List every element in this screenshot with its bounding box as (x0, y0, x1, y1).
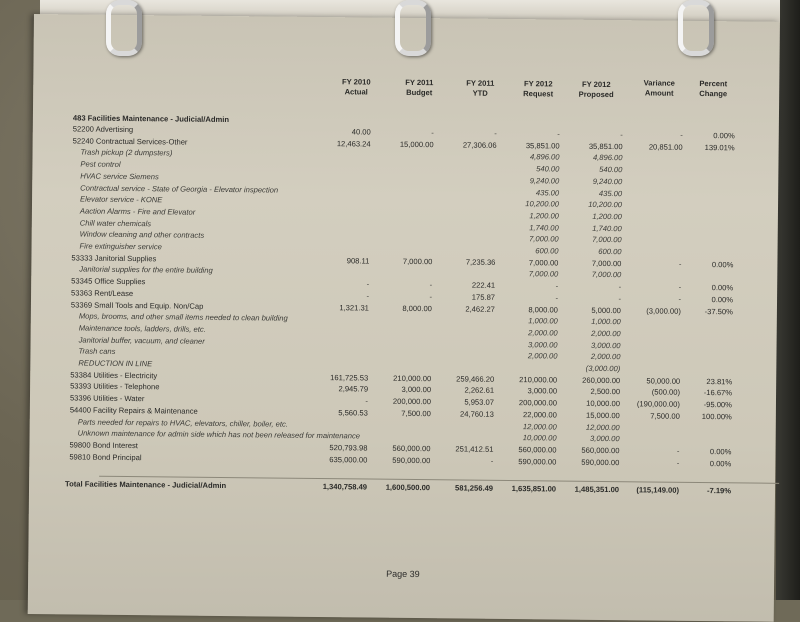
cell-y: 2,262.61 (464, 385, 495, 396)
line-item-detail: Window cleaning and other contracts (79, 229, 205, 241)
header-fy2012-proposed-line2: Proposed (578, 89, 614, 100)
line-item-label: 59800 Bond Interest (69, 440, 138, 451)
cell-p: 2,000.00 (590, 352, 621, 362)
cell-r: 1,200.00 (529, 211, 559, 221)
cell-b: 7,000.00 (402, 256, 433, 266)
cell-v: 50,000.00 (646, 376, 681, 386)
cell-r: 600.00 (535, 246, 559, 256)
cell-c: 23.81% (706, 376, 733, 387)
cell-b: - (429, 291, 433, 301)
cell-p: 600.00 (598, 246, 622, 257)
line-item-detail: Maintenance tools, ladders, drills, etc. (78, 323, 206, 334)
cell-p: 2,500.00 (590, 387, 621, 397)
cell-p: 1,200.00 (592, 211, 622, 222)
cell-y: 222.41 (471, 280, 496, 290)
binder-ring-right (678, 0, 714, 56)
cell-r: - (555, 293, 559, 303)
cell-c: 100.00% (701, 411, 732, 422)
cell-v: (500.00) (651, 387, 681, 398)
header-fy2011-ytd-line1: FY 2011 (466, 78, 495, 88)
header-variance-line2: Amount (644, 88, 674, 98)
cell-v: - (676, 446, 680, 456)
cell-c: -16.67% (703, 388, 733, 398)
cell-b: 210,000.00 (393, 373, 432, 383)
cell-p: 15,000.00 (585, 410, 620, 420)
line-item-label: 52240 Contractual Services-Other (72, 136, 188, 147)
cell-y: 251,412.51 (455, 444, 494, 454)
cell-p: 435.00 (598, 188, 623, 198)
cell-c: 0.00% (711, 259, 734, 270)
section-title: 483 Facilities Maintenance - Judicial/Admin (72, 113, 230, 125)
cell-v: - (680, 130, 683, 140)
cell-r: 10,000.00 (522, 433, 557, 443)
cell-b: 200,000.00 (392, 396, 432, 407)
cell-r: 590,000.00 (518, 456, 557, 467)
cell-p: 10,000.00 (586, 398, 620, 409)
cell-p: 10,200.00 (588, 200, 623, 210)
header-fy2012-proposed-line1: FY 2012 (581, 79, 611, 90)
total-cell-p: 1,485,351.00 (574, 484, 620, 495)
cell-p: 5,000.00 (591, 305, 621, 315)
cell-p: - (618, 282, 622, 292)
total-label: Total Facilities Maintenance - Judicial/Admin (65, 479, 227, 491)
cell-y: - (494, 128, 497, 138)
cell-r: 7,000.00 (529, 234, 559, 244)
cell-a: 5,560.53 (338, 408, 368, 418)
cell-r: 8,000.00 (528, 304, 558, 315)
cell-c: -37.50% (704, 306, 733, 316)
cell-c: 139.01% (704, 142, 735, 153)
cell-v: 7,500.00 (650, 411, 680, 421)
header-fy2012-proposed (561, 80, 631, 101)
cell-r: 4,896.00 (529, 152, 560, 162)
cell-a: 908.11 (346, 255, 370, 266)
cell-y: - (490, 456, 494, 466)
line-item-detail: Trash pickup (2 dumpsters) (80, 147, 173, 158)
line-item-detail: Contractual service - State of Georgia - Elevator inspection (80, 182, 279, 195)
cell-r: 35,851.00 (525, 140, 560, 151)
cell-r: 1,740.00 (529, 222, 559, 233)
cell-a: 520,793.98 (329, 443, 368, 453)
cell-y: 5,953.07 (464, 397, 495, 407)
cell-a: 12,463.24 (336, 138, 371, 149)
cell-c: 0.00% (709, 446, 732, 457)
header-fy2010-line2: Actual (344, 87, 368, 97)
line-item-detail: REDUCTION IN LINE (78, 358, 153, 369)
line-item-label: 53345 Office Supplies (71, 276, 146, 287)
line-item-detail: HVAC service Siemens (80, 171, 159, 182)
cell-r: 560,000.00 (518, 444, 557, 455)
page-number: Page 39 (386, 568, 420, 580)
total-cell-b: 1,600,500.00 (385, 483, 431, 493)
cell-b: 3,000.00 (401, 385, 432, 395)
cell-r: 7,000.00 (528, 257, 559, 268)
cell-p: 9,240.00 (592, 176, 623, 186)
cell-p: 7,000.00 (591, 270, 622, 280)
cell-a: 635,000.00 (329, 454, 368, 465)
cell-r: 9,240.00 (529, 175, 560, 186)
cell-r: 435.00 (535, 187, 560, 198)
line-item-detail: Aaction Alarms - Fire and Elevator (79, 206, 196, 217)
header-fy2012-request-line1: FY 2012 (523, 79, 553, 89)
cell-p: 7,000.00 (592, 235, 622, 245)
cell-p: 12,000.00 (585, 422, 620, 432)
header-fy2011-budget-line2: Budget (406, 87, 433, 98)
header-percent (678, 79, 748, 100)
cell-b: 7,500.00 (401, 408, 431, 418)
line-item-detail: Chill water chemicals (79, 218, 152, 228)
cell-a: - (366, 279, 370, 289)
line-item-label: 52200 Advertising (72, 124, 134, 135)
total-cell-c: -7.19% (706, 486, 732, 496)
header-fy2010-line1: FY 2010 (341, 77, 371, 87)
line-item-detail: Janitorial supplies for the entire building (79, 264, 213, 276)
cell-p: 560,000.00 (581, 445, 620, 456)
header-fy2011-ytd-line2: YTD (472, 88, 488, 98)
header-fy2010 (321, 77, 391, 98)
cell-p: 2,000.00 (591, 328, 621, 339)
cell-r: 1,000.00 (528, 316, 558, 326)
cell-p: - (620, 130, 623, 140)
total-cell-r: 1,635,851.00 (511, 484, 557, 494)
cell-r: 200,000.00 (518, 398, 558, 408)
cell-a: 2,945.79 (338, 384, 369, 394)
cell-v: 20,851.00 (648, 142, 683, 152)
binder-ring-left (106, 0, 142, 56)
cell-y: 175.87 (471, 292, 496, 302)
cell-b: - (429, 280, 433, 290)
cell-p: 3,000.00 (589, 434, 620, 444)
cell-p: - (618, 293, 622, 303)
cell-r: 22,000.00 (522, 409, 557, 420)
header-percent-line2: Change (699, 88, 728, 99)
cell-r: 540.00 (536, 164, 560, 174)
cell-r: 2,000.00 (528, 328, 558, 338)
cell-c: 0.00% (709, 458, 732, 468)
line-item-detail: Parts needed for repairs to HVAC, elevators, chiller, boiler, etc. (77, 416, 288, 429)
cell-p: 4,896.00 (592, 153, 623, 163)
cell-r: 3,000.00 (527, 386, 558, 396)
total-cell-v: (115,149.00) (636, 485, 680, 496)
header-percent-line1: Percent (699, 78, 728, 89)
cell-b: 560,000.00 (392, 443, 431, 454)
line-item-detail: Fire extinguisher service (79, 241, 162, 252)
binder-ring-middle (395, 0, 431, 56)
header-fy2011-budget-line1: FY 2011 (405, 77, 434, 88)
cell-y: 259,466.20 (456, 374, 495, 384)
cell-y: 24,760.13 (459, 409, 494, 419)
cell-p: 540.00 (599, 165, 623, 175)
cell-y: 2,462.27 (465, 304, 495, 314)
line-item-detail: Mops, brooms, and other small items needed to clean building (78, 311, 288, 323)
document-page (28, 14, 780, 622)
cell-b: 15,000.00 (399, 139, 434, 149)
cell-p: 1,000.00 (591, 317, 621, 327)
cell-p: 1,740.00 (592, 223, 622, 233)
line-item-detail: Janitorial buffer, vacuum, and cleaner (78, 335, 205, 346)
cell-p: 260,000.00 (582, 375, 621, 385)
cell-r: - (557, 129, 560, 139)
line-item-detail: Pest control (80, 159, 121, 170)
cell-c: 0.00% (713, 131, 735, 141)
header-fy2011-budget (384, 78, 454, 99)
header-fy2012-request-line2: Request (523, 89, 554, 99)
cell-r: 7,000.00 (528, 269, 559, 279)
cell-r: 10,200.00 (525, 199, 560, 209)
line-item-label: 54400 Facility Repairs & Maintenance (69, 405, 198, 416)
cell-r: 210,000.00 (519, 374, 558, 385)
line-item-label: 53363 Rent/Lease (71, 288, 134, 298)
cell-y: 7,235.36 (465, 257, 496, 267)
line-item-label: 53369 Small Tools and Equip. Non/Cap (70, 299, 204, 311)
cell-p: 7,000.00 (591, 258, 622, 268)
line-item-label: 53333 Janitorial Supplies (71, 253, 157, 263)
total-cell-a: 1,340,758.49 (322, 482, 368, 492)
cell-a: 161,725.53 (330, 372, 369, 383)
binder-cover-edge (776, 0, 800, 600)
line-item-detail: Unknown maintenance for admin side which has not been released for maintenance (77, 428, 361, 441)
cell-v: - (678, 294, 682, 304)
cell-a: 40.00 (351, 127, 371, 137)
line-item-detail: Elevator service - KONE (80, 194, 163, 205)
cell-v: (190,000.00) (636, 399, 680, 409)
cell-a: - (366, 291, 370, 301)
cell-a: 1,321.31 (339, 302, 369, 313)
cell-v: - (678, 282, 682, 292)
line-item-label: 59810 Bond Principal (69, 451, 142, 462)
cell-c: 0.00% (711, 294, 734, 305)
cell-p: (3,000.00) (585, 363, 621, 374)
line-item-label: 53393 Utilities - Telephone (70, 381, 160, 392)
cell-p: 35,851.00 (588, 141, 623, 151)
cell-v: (3,000.00) (646, 305, 681, 316)
header-variance-line1: Variance (643, 78, 675, 88)
cell-v: - (678, 259, 682, 269)
cell-b: 8,000.00 (402, 303, 432, 313)
line-item-label: 53384 Utilities - Electricity (70, 370, 158, 380)
cell-r: 3,000.00 (527, 339, 558, 350)
cell-c: 0.00% (711, 283, 734, 293)
cell-p: 590,000.00 (581, 457, 620, 467)
cell-b: 590,000.00 (392, 455, 431, 465)
cell-y: 27,306.06 (462, 140, 497, 150)
cell-p: 3,000.00 (590, 340, 621, 350)
total-cell-y: 581,256.49 (454, 483, 494, 494)
cell-c: -95.00% (703, 400, 732, 410)
cell-a: - (365, 396, 369, 406)
cell-b: - (431, 128, 434, 138)
cell-v: - (676, 458, 680, 468)
line-item-label: 53396 Utilities - Water (69, 393, 145, 404)
cell-r: - (555, 281, 559, 291)
line-item-detail: Trash cans (78, 346, 116, 357)
cell-r: 2,000.00 (527, 351, 558, 361)
cell-r: 12,000.00 (522, 421, 557, 431)
